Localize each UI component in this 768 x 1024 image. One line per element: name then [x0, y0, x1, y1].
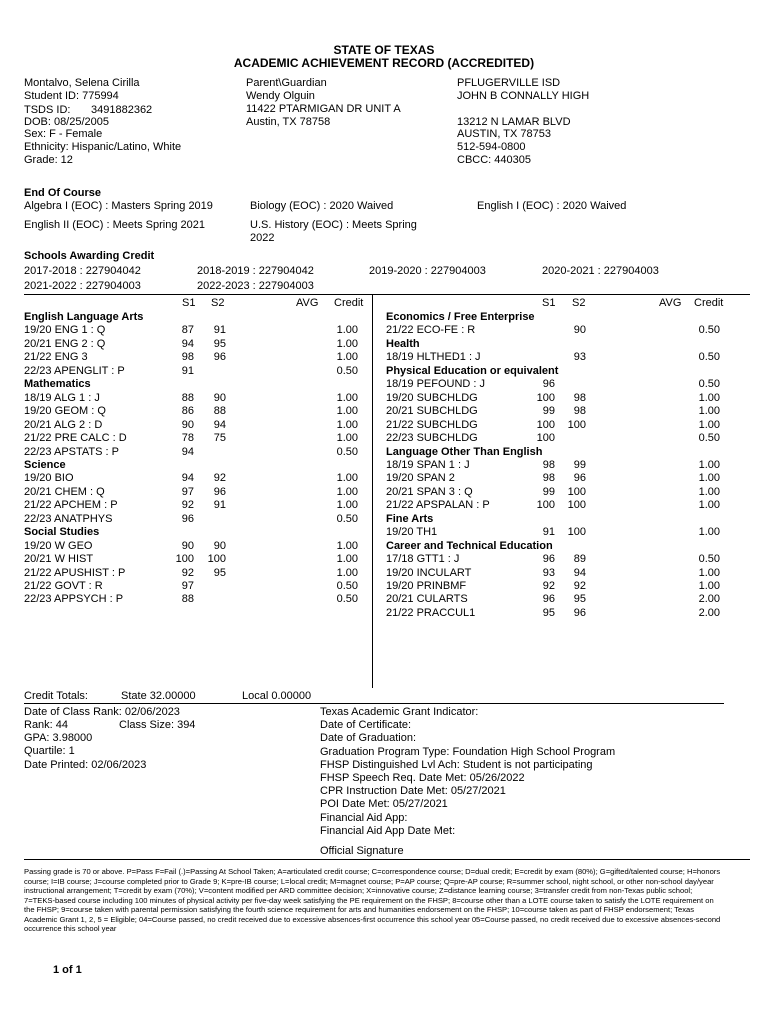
school-credit-item: 2022-2023 : 227904003 [197, 280, 314, 292]
credit-value: 1.00 [698, 418, 720, 431]
official-signature: Official Signature [320, 845, 404, 857]
credit-value: 1.00 [698, 566, 720, 579]
semester2-grade: 95 [213, 566, 226, 579]
semester2-grade: 89 [573, 553, 586, 566]
semester2-grade: 93 [573, 351, 586, 364]
subject-heading: Physical Education or equivalent [386, 364, 559, 377]
ethnicity: Ethnicity: Hispanic/Latino, White [24, 141, 182, 153]
graduation-line: Texas Academic Grant Indicator: [320, 706, 479, 718]
semester2-grade: 95 [213, 337, 226, 350]
course-name: 18/19 PEFOUND : J [386, 378, 486, 391]
semester1-grade: 100 [536, 499, 555, 512]
eoc-item: Algebra I (EOC) : Masters Spring 2019 [24, 200, 213, 212]
semester2-grade: 100 [567, 418, 586, 431]
semester2-grade: 94 [213, 418, 226, 431]
date-class-rank: Date of Class Rank: 02/06/2023 [24, 706, 180, 718]
semester2-grade: 95 [573, 593, 586, 606]
semester2-grade: 100 [207, 553, 226, 566]
eoc-item: U.S. History (EOC) : Meets Spring [250, 219, 417, 231]
credit-value: 0.50 [698, 324, 720, 337]
semester1-grade: 95 [542, 606, 555, 619]
divider-line [24, 703, 724, 704]
semester1-grade: 78 [181, 432, 194, 445]
graduation-line: FHSP Speech Req. Date Met: 05/26/2022 [320, 772, 525, 784]
credit-value: 1.00 [336, 566, 358, 579]
tsds-value: 3491882362 [91, 104, 153, 116]
col-avg-right: AVG [659, 297, 682, 309]
course-name: 21/22 SUBCHLDG [386, 418, 478, 431]
subject-heading: Health [386, 337, 420, 350]
divider-line [24, 294, 750, 295]
semester1-grade: 97 [181, 580, 194, 592]
school-name: JOHN B CONNALLY HIGH [457, 90, 590, 102]
credit-value: 1.00 [336, 485, 358, 498]
semester1-grade: 94 [181, 472, 194, 485]
semester2-grade: 98 [573, 391, 586, 404]
course-name: 20/21 W HIST [24, 553, 94, 566]
col-s2-left: S2 [211, 297, 225, 309]
quartile: Quartile: 1 [24, 745, 75, 757]
semester1-grade: 96 [542, 593, 555, 606]
credit-value: 1.00 [698, 458, 720, 471]
guardian-address2: Austin, TX 78758 [246, 116, 331, 128]
credit-value: 1.00 [336, 418, 358, 431]
semester1-grade: 91 [542, 526, 555, 539]
course-name: 21/22 APUSHIST : P [24, 566, 126, 579]
semester2-grade: 75 [213, 432, 226, 445]
course-name: 17/18 GTT1 : J [386, 553, 460, 566]
semester1-grade: 98 [542, 472, 555, 485]
doc-title: STATE OF TEXAS [333, 43, 435, 57]
semester1-grade: 90 [181, 418, 194, 431]
local-credit-total: Local 0.00000 [242, 690, 312, 702]
schools-credit-heading: Schools Awarding Credit [24, 250, 155, 262]
graduation-line: Graduation Program Type: Foundation High School Program [320, 745, 616, 758]
course-name: 19/20 W GEO [24, 539, 93, 552]
date-printed: Date Printed: 02/06/2023 [24, 759, 147, 771]
eoc-item: 2022 [250, 232, 275, 244]
credit-value: 1.00 [698, 485, 720, 498]
credit-value: 1.00 [336, 539, 358, 552]
school-address1: 13212 N LAMAR BLVD [457, 116, 571, 128]
credit-value: 1.00 [698, 405, 720, 418]
school-credit-item: 2021-2022 : 227904003 [24, 280, 141, 292]
semester2-grade: 92 [573, 580, 586, 592]
course-name: 22/23 APENGLIT : P [24, 364, 125, 377]
credit-value: 1.00 [336, 553, 358, 566]
semester2-grade: 100 [567, 526, 586, 539]
credit-value: 1.00 [336, 337, 358, 350]
credit-value: 1.00 [336, 432, 358, 445]
col-credit-left: Credit [334, 297, 364, 309]
eoc-item: Biology (EOC) : 2020 Waived [250, 200, 394, 212]
credit-value: 0.50 [336, 580, 358, 592]
class-size: Class Size: 394 [119, 719, 196, 731]
course-name: 21/22 ENG 3 [24, 351, 88, 364]
semester2-grade: 96 [213, 485, 226, 498]
rank: Rank: 44 [24, 719, 69, 731]
school-credit-item: 2017-2018 : 227904042 [24, 265, 141, 277]
semester2-grade: 99 [573, 458, 586, 471]
semester1-grade: 88 [181, 593, 194, 606]
semester2-grade: 90 [573, 324, 586, 337]
subject-heading: Economics / Free Enterprise [386, 311, 535, 323]
subject-heading: English Language Arts [24, 311, 144, 323]
course-name: 21/22 GOVT : R [24, 580, 103, 592]
semester2-grade: 96 [213, 351, 226, 364]
semester1-grade: 98 [542, 458, 555, 471]
course-name: 19/20 SPAN 2 [386, 472, 455, 485]
credit-value: 2.00 [698, 593, 720, 606]
credit-value: 1.00 [698, 391, 720, 404]
col-s1-left: S1 [182, 297, 196, 309]
course-name: 19/20 ENG 1 : Q [24, 324, 106, 337]
course-name: 19/20 BIO [24, 472, 74, 485]
course-name: 20/21 CULARTS [386, 593, 468, 606]
semester1-grade: 94 [181, 337, 194, 350]
col-credit-right: Credit [694, 297, 724, 309]
semester1-grade: 92 [181, 566, 194, 579]
divider-line [24, 859, 750, 860]
semester1-grade: 91 [181, 364, 194, 377]
semester2-grade: 90 [213, 391, 226, 404]
course-name: 20/21 SPAN 3 : Q [386, 485, 473, 498]
credit-value: 0.50 [336, 445, 358, 458]
graduation-line: Date of Graduation: [320, 732, 417, 745]
semester2-grade: 91 [213, 324, 226, 337]
grade-legend-footnote: Passing grade is 70 or above. P=Pass F=Fail (.)=Passing At School Taken; A=articulated credit course; C=correspondence course; D=dual credit; E=credit by exam (80%); G=gifted/talented course; H=honors course; I=IB course; J=course completed prior to Grade 9; K=pre-IB course; L=local credit; M=magnet course; P=AP course; Q=pre-AP course; R=summer school, night school, or other non-school day/year instructional arrangement; T=credit by exam (70%); V=content modified per ARD committee decision; X=innovative course; Z=distance learning course; 3=transfer credit from non-Texas public school; 7=TEKS-based course including 100 minutes of physical activity per five-day week satisfying the PE requirement on the FHSP; 8=course other than a LOTE course taken to satisfy the LOTE requirement on the FHSP; 9=course taken with parental permission satisfying the fourth science requirement for arts and humanities endorsement on the FHSP; 10=course taken as part of FHSP endorsement; Texas Academic Grant 1, 2, 5 = Eligible; 04=Course passed, no credit received due to excessive absences-first occurrence this school year 05=Course passed, no credit received due to excessive absences-second occurrence this school year [24, 867, 721, 933]
semester1-grade: 100 [536, 432, 555, 445]
course-name: 20/21 ENG 2 : Q [24, 337, 106, 350]
credit-value: 1.00 [698, 526, 720, 539]
graduation-line: Date of Certificate: [320, 719, 412, 732]
credit-value: 0.50 [698, 432, 720, 445]
semester2-grade: 96 [573, 472, 586, 485]
semester1-grade: 100 [175, 553, 194, 566]
course-name: 19/20 TH1 [386, 526, 438, 539]
semester1-grade: 96 [542, 378, 555, 391]
credit-value: 0.50 [336, 593, 358, 606]
sex: Sex: F - Female [24, 128, 103, 140]
semester2-grade: 91 [213, 499, 226, 512]
semester1-grade: 96 [181, 512, 194, 525]
col-s1-right: S1 [542, 297, 556, 309]
credit-value: 1.00 [698, 499, 720, 512]
course-name: 21/22 PRACCUL1 [386, 606, 476, 619]
semester1-grade: 86 [181, 405, 194, 418]
subject-heading: Career and Technical Education [386, 539, 553, 552]
school-district: PFLUGERVILLE ISD [457, 77, 561, 89]
credit-value: 1.00 [698, 580, 720, 592]
school-phone: 512-594-0800 [457, 141, 526, 153]
course-name: 22/23 ANATPHYS [24, 512, 113, 525]
semester1-grade: 100 [536, 391, 555, 404]
course-name: 19/20 GEOM : Q [24, 405, 106, 418]
graduation-line: CPR Instruction Date Met: 05/27/2021 [320, 785, 506, 798]
credit-value: 0.50 [698, 351, 720, 364]
semester1-grade: 93 [542, 566, 555, 579]
semester2-grade: 96 [573, 606, 586, 619]
graduation-line: FHSP Distinguished Lvl Ach: Student is not participating [320, 758, 593, 771]
col-avg-left: AVG [296, 297, 319, 309]
semester2-grade: 98 [573, 405, 586, 418]
page-number: 1 of 1 [53, 964, 82, 976]
credit-value: 0.50 [336, 364, 358, 377]
grade: Grade: 12 [24, 154, 73, 166]
semester1-grade: 99 [542, 405, 555, 418]
doc-subtitle: ACADEMIC ACHIEVEMENT RECORD (ACCREDITED) [233, 56, 535, 70]
credit-value: 0.50 [698, 553, 720, 566]
credit-value: 0.50 [698, 378, 720, 391]
tsds-label: TSDS ID: [24, 104, 71, 116]
column-divider [372, 295, 373, 688]
semester2-grade: 94 [573, 566, 586, 579]
semester1-grade: 97 [181, 485, 194, 498]
course-name: 21/22 APCHEM : P [24, 499, 118, 512]
credit-value: 0.50 [336, 512, 358, 525]
semester1-grade: 100 [536, 418, 555, 431]
school-cbcc: CBCC: 440305 [457, 154, 531, 166]
subject-heading: Language Other Than English [386, 445, 543, 458]
semester2-grade: 90 [213, 539, 226, 552]
course-name: 20/21 CHEM : Q [24, 485, 105, 498]
semester1-grade: 87 [181, 324, 194, 337]
course-name: 22/23 APPSYCH : P [24, 593, 124, 606]
course-name: 20/21 ALG 2 : D [24, 418, 103, 431]
subject-heading: Mathematics [24, 378, 91, 391]
credit-value: 1.00 [336, 499, 358, 512]
credit-value: 2.00 [698, 606, 720, 619]
semester1-grade: 96 [542, 553, 555, 566]
gpa: GPA: 3.98000 [24, 732, 93, 744]
eoc-item: English II (EOC) : Meets Spring 2021 [24, 219, 205, 231]
school-credit-item: 2019-2020 : 227904003 [369, 265, 486, 277]
state-credit-total: State 32.00000 [121, 690, 196, 702]
course-name: 18/19 ALG 1 : J [24, 391, 100, 404]
credit-value: 1.00 [336, 472, 358, 485]
semester1-grade: 90 [181, 539, 194, 552]
eoc-item: English I (EOC) : 2020 Waived [477, 200, 627, 212]
guardian-label: Parent\Guardian [246, 77, 327, 89]
subject-heading: Science [24, 458, 66, 471]
course-name: 19/20 INCULART [386, 566, 472, 579]
student-name: Montalvo, Selena Cirilla [24, 77, 140, 89]
semester1-grade: 92 [542, 580, 555, 592]
col-s2-right: S2 [572, 297, 586, 309]
credit-value: 1.00 [336, 405, 358, 418]
course-name: 19/20 PRINBMF [386, 580, 467, 592]
semester1-grade: 94 [181, 445, 194, 458]
semester2-grade: 100 [567, 499, 586, 512]
credit-value: 1.00 [336, 391, 358, 404]
school-credit-item: 2020-2021 : 227904003 [542, 265, 659, 277]
guardian-name: Wendy Olguin [246, 90, 315, 102]
credit-totals-label: Credit Totals: [24, 690, 88, 702]
course-name: 19/20 SUBCHLDG [386, 391, 478, 404]
course-name: 21/22 ECO-FE : R [386, 324, 476, 337]
subject-heading: Fine Arts [386, 512, 434, 525]
semester1-grade: 92 [181, 499, 194, 512]
credit-value: 1.00 [336, 324, 358, 337]
graduation-line: POI Date Met: 05/27/2021 [320, 798, 448, 811]
course-name: 18/19 SPAN 1 : J [386, 458, 470, 471]
student-id: Student ID: 775994 [24, 90, 119, 102]
semester2-grade: 92 [213, 472, 226, 485]
semester1-grade: 88 [181, 391, 194, 404]
graduation-line: Financial Aid App Date Met: [320, 824, 456, 837]
school-address2: AUSTIN, TX 78753 [457, 128, 551, 140]
eoc-heading: End Of Course [24, 187, 102, 199]
graduation-line: Financial Aid App: [320, 811, 408, 824]
course-name: 21/22 PRE CALC : D [24, 432, 127, 445]
semester2-grade: 88 [213, 405, 226, 418]
school-credit-item: 2018-2019 : 227904042 [197, 265, 314, 277]
credit-value: 1.00 [698, 472, 720, 485]
guardian-address1: 11422 PTARMIGAN DR UNIT A [246, 103, 401, 115]
subject-heading: Social Studies [24, 526, 100, 539]
course-name: 21/22 APSPALAN : P [386, 499, 490, 512]
semester2-grade: 100 [567, 485, 586, 498]
credit-value: 1.00 [336, 351, 358, 364]
course-name: 22/23 APSTATS : P [24, 445, 119, 458]
course-name: 22/23 SUBCHLDG [386, 432, 478, 445]
course-name: 18/19 HLTHED1 : J [386, 351, 481, 364]
course-name: 20/21 SUBCHLDG [386, 405, 478, 418]
dob: DOB: 08/25/2005 [24, 116, 110, 128]
semester1-grade: 99 [542, 485, 555, 498]
semester1-grade: 98 [181, 351, 194, 364]
